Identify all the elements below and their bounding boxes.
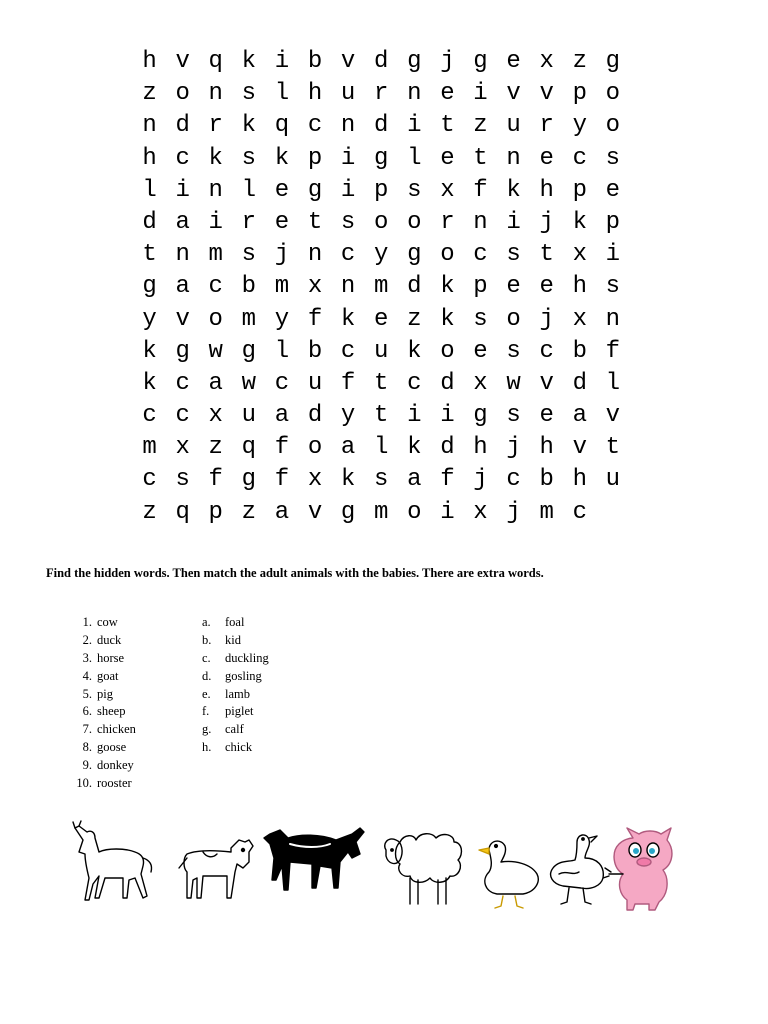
grid-letter: x — [539, 48, 554, 75]
grid-letter: i — [340, 176, 356, 204]
grid-letter: o — [605, 80, 621, 108]
adult-animal-item — [72, 668, 119, 686]
grid-letter: h — [572, 273, 587, 301]
grid-letter: p — [473, 273, 488, 301]
grid-letter: o — [440, 241, 455, 269]
grid-letter: s — [407, 176, 422, 204]
grid-letter: z — [208, 434, 223, 462]
grid-letter: h — [572, 466, 587, 494]
item-number: 7. — [82, 722, 92, 737]
grid-letter: x — [572, 305, 587, 333]
grid-letter: d — [175, 112, 190, 140]
baby-animal-item — [202, 721, 244, 739]
grid-letter: s — [241, 144, 257, 172]
grid-letter: m — [374, 498, 389, 526]
grid-letter: o — [407, 208, 422, 236]
grid-letter: d — [374, 112, 389, 140]
grid-letter: b — [307, 48, 323, 75]
item-number: 3. — [82, 650, 92, 665]
grid-letter: g — [175, 337, 190, 365]
grid-letter: w — [241, 369, 257, 397]
duckling-image — [479, 841, 538, 908]
item-letter: g. — [202, 722, 212, 737]
item-number: 4. — [82, 668, 92, 683]
adult-animal-word: cow — [97, 615, 118, 629]
grid-letter: n — [605, 305, 621, 333]
item-number: 1. — [82, 615, 92, 629]
grid-letter: c — [274, 369, 290, 397]
grid-letter: t — [605, 434, 621, 462]
grid-letter: l — [241, 176, 257, 204]
grid-letter: l — [407, 144, 422, 172]
grid-letter: f — [340, 369, 356, 397]
grid-letter: i — [473, 80, 488, 108]
grid-letter: e — [274, 176, 290, 204]
adult-animal-word: duck — [97, 632, 122, 647]
grid-letter: z — [473, 112, 488, 140]
grid-letter: c — [340, 241, 356, 269]
grid-letter: d — [307, 402, 323, 430]
grid-letter: g — [473, 402, 488, 430]
grid-letter: c — [340, 337, 356, 365]
grid-letter: j — [440, 48, 455, 75]
grid-letter: y — [274, 305, 290, 333]
grid-letter: e — [374, 305, 389, 333]
grid-letter: z — [241, 498, 257, 526]
grid-letter: q — [241, 434, 257, 462]
grid-letter: v — [539, 369, 554, 397]
grid-letter: i — [340, 144, 356, 172]
item-letter: e. — [202, 686, 211, 701]
grid-letter: t — [374, 369, 389, 397]
grid-letter: h — [539, 176, 554, 204]
item-number: 9. — [82, 758, 92, 773]
grid-letter: n — [473, 208, 488, 236]
grid-letter: i — [605, 241, 621, 269]
grid-letter: n — [340, 273, 356, 301]
grid-letter: s — [340, 208, 356, 236]
grid-letter: k — [274, 144, 290, 172]
grid-letter: k — [506, 176, 521, 204]
grid-letter: m — [274, 273, 290, 301]
adult-animal-item — [72, 775, 132, 793]
grid-letter: t — [473, 144, 488, 172]
grid-letter: o — [374, 208, 389, 236]
grid-letter: i — [175, 176, 190, 204]
grid-letter: w — [506, 369, 521, 397]
item-letter: h. — [202, 740, 212, 755]
grid-letter: x — [208, 402, 223, 430]
grid-letter: c — [175, 402, 190, 430]
grid-letter: y — [142, 305, 157, 333]
grid-letter: v — [340, 48, 356, 75]
grid-letter: r — [208, 112, 223, 140]
grid-letter: y — [340, 402, 356, 430]
grid-letter: p — [374, 176, 389, 204]
grid-letter: g — [307, 176, 323, 204]
grid-letter: d — [374, 48, 389, 75]
grid-letter: o — [208, 305, 223, 333]
grid-letter: o — [175, 80, 190, 108]
item-letter: d. — [202, 668, 212, 683]
item-letter: c. — [202, 650, 211, 665]
grid-letter: z — [142, 80, 157, 108]
gosling-image — [551, 835, 604, 904]
grid-letter: r — [374, 80, 389, 108]
grid-letter: g — [241, 337, 257, 365]
grid-letter: v — [175, 305, 190, 333]
baby-animal-word: chick — [225, 740, 253, 755]
baby-animal-item — [202, 686, 250, 704]
grid-letter: x — [307, 466, 323, 494]
grid-letter: j — [473, 466, 488, 494]
grid-letter: b — [539, 466, 554, 494]
adult-animals-list — [72, 614, 136, 793]
grid-letter: a — [175, 273, 190, 301]
grid-letter: x — [440, 176, 455, 204]
adult-animal-item — [72, 650, 125, 668]
grid-letter: s — [175, 466, 190, 494]
grid-letter: u — [307, 369, 323, 397]
grid-letter: o — [407, 498, 422, 526]
baby-animal-word: lamb — [225, 686, 250, 701]
grid-letter: t — [307, 208, 323, 236]
grid-letter: k — [340, 305, 356, 333]
grid-letter: l — [142, 176, 157, 204]
grid-letter: s — [473, 305, 488, 333]
adult-animal-word: sheep — [97, 704, 126, 719]
adult-animal-word: rooster — [97, 776, 132, 791]
baby-animal-word: duckling — [225, 650, 269, 665]
grid-letter: n — [208, 176, 223, 204]
grid-letter: a — [340, 434, 356, 462]
grid-letter: o — [440, 337, 455, 365]
grid-letter: a — [274, 402, 290, 430]
grid-letter: k — [208, 144, 223, 172]
grid-letter: f — [605, 337, 621, 365]
adult-animal-item — [72, 739, 127, 757]
grid-letter: b — [572, 337, 587, 365]
grid-letter: k — [407, 337, 422, 365]
grid-letter: g — [605, 48, 621, 75]
adult-animal-item — [72, 614, 118, 632]
adult-animal-item — [72, 686, 113, 704]
grid-letter: a — [274, 498, 290, 526]
grid-letter: p — [572, 80, 587, 108]
grid-letter: l — [374, 434, 389, 462]
adult-animal-word: goat — [97, 668, 119, 683]
grid-letter: t — [374, 402, 389, 430]
grid-letter: k — [241, 112, 257, 140]
grid-letter: c — [175, 144, 190, 172]
item-letter: f. — [202, 704, 210, 719]
grid-letter: g — [374, 144, 389, 172]
baby-animal-word: calf — [225, 722, 244, 737]
grid-letter: k — [241, 48, 257, 75]
grid-letter: k — [340, 466, 356, 494]
grid-letter: q — [208, 48, 223, 75]
grid-letter: p — [605, 208, 621, 236]
grid-letter: c — [142, 402, 157, 430]
grid-letter: j — [506, 498, 521, 526]
item-number: 6. — [82, 704, 92, 719]
baby-animal-item — [202, 703, 254, 721]
grid-letter: z — [572, 48, 587, 75]
item-number: 2. — [82, 632, 92, 647]
baby-animal-item — [202, 668, 262, 686]
grid-letter: n — [506, 144, 521, 172]
grid-letter: i — [407, 402, 422, 430]
grid-letter: q — [274, 112, 290, 140]
grid-letter: c — [307, 112, 323, 140]
grid-letter: i — [506, 208, 521, 236]
grid-letter: f — [208, 466, 223, 494]
grid-letter: h — [473, 434, 488, 462]
grid-letter: s — [506, 402, 521, 430]
grid-letter: e — [440, 80, 455, 108]
grid-letter: k — [440, 305, 455, 333]
grid-letter: u — [340, 80, 356, 108]
grid-letter: r — [241, 208, 257, 236]
grid-letter: v — [539, 80, 554, 108]
grid-letter: e — [539, 273, 554, 301]
grid-letter: b — [307, 337, 323, 365]
grid-letter: n — [175, 241, 190, 269]
grid-letter: a — [175, 208, 190, 236]
baby-animals-list — [202, 614, 269, 757]
grid-letter: k — [407, 434, 422, 462]
grid-letter: s — [605, 273, 621, 301]
item-number: 8. — [82, 740, 92, 755]
grid-letter: c — [473, 241, 488, 269]
grid-letter: f — [274, 466, 290, 494]
grid-letter: g — [340, 498, 356, 526]
grid-letter: p — [307, 144, 323, 172]
piglet-image — [603, 828, 672, 910]
grid-letter: e — [473, 337, 488, 365]
adult-animal-word: chicken — [97, 722, 136, 737]
baby-animal-item — [202, 739, 253, 757]
grid-letter: v — [175, 48, 190, 75]
grid-letter: c — [407, 369, 422, 397]
grid-letter: x — [307, 273, 323, 301]
baby-animal-item — [202, 632, 241, 650]
grid-letter: g — [241, 466, 257, 494]
baby-animal-item — [202, 614, 245, 632]
grid-letter: r — [539, 112, 554, 140]
grid-letter: d — [440, 434, 455, 462]
grid-letter: s — [506, 337, 521, 365]
grid-letter: r — [440, 208, 455, 236]
grid-letter: i — [440, 402, 455, 430]
grid-letter: n — [208, 80, 223, 108]
grid-letter: z — [407, 305, 422, 333]
item-letter: a. — [202, 615, 211, 629]
item-number: 5. — [82, 686, 92, 701]
grid-letter: c — [142, 466, 157, 494]
grid-letter: d — [407, 273, 422, 301]
adult-animal-word: horse — [97, 650, 125, 665]
grid-letter: m — [241, 305, 257, 333]
grid-letter: e — [539, 402, 554, 430]
grid-letter: s — [506, 241, 521, 269]
grid-letter: o — [605, 112, 621, 140]
adult-animal-word: pig — [97, 686, 113, 701]
grid-letter: u — [241, 402, 257, 430]
grid-letter: d — [572, 369, 587, 397]
grid-letter: k — [440, 273, 455, 301]
grid-letter: s — [374, 466, 389, 494]
grid-letter: f — [440, 466, 455, 494]
grid-letter: c — [572, 144, 587, 172]
grid-letter: v — [572, 434, 587, 462]
grid-letter: h — [142, 144, 157, 172]
adult-animal-item — [72, 703, 126, 721]
grid-letter: s — [241, 80, 257, 108]
grid-letter: j — [506, 434, 521, 462]
grid-letter: t — [440, 112, 455, 140]
grid-letter: d — [440, 369, 455, 397]
grid-letter: c — [572, 498, 587, 526]
grid-letter: g — [407, 48, 422, 75]
grid-letter: c — [539, 337, 554, 365]
grid-letter: c — [208, 273, 223, 301]
grid-letter: j — [274, 241, 290, 269]
grid-letter: i — [407, 112, 422, 140]
grid-letter: f — [473, 176, 488, 204]
grid-letter: l — [274, 80, 290, 108]
grid-letter: h — [142, 48, 157, 75]
grid-letter: g — [407, 241, 422, 269]
grid-letter: n — [307, 241, 323, 269]
grid-letter: j — [539, 208, 554, 236]
grid-letter: a — [208, 369, 223, 397]
grid-letter: k — [142, 337, 157, 365]
calf-image — [179, 840, 253, 898]
baby-animal-word: piglet — [225, 704, 254, 719]
grid-letter: u — [374, 337, 389, 365]
instructions: Find the hidden words. Then match the adult animals with the babies. There are extra words. — [46, 566, 544, 580]
grid-letter: i — [208, 208, 223, 236]
lamb-image — [385, 834, 462, 904]
grid-letter: p — [208, 498, 223, 526]
grid-letter: a — [407, 466, 422, 494]
grid-letter: m — [374, 273, 389, 301]
grid-letter: u — [506, 112, 521, 140]
grid-letter: b — [241, 273, 257, 301]
grid-letter: m — [142, 434, 157, 462]
grid-letter: p — [572, 176, 587, 204]
grid-letter: s — [241, 241, 257, 269]
adult-animal-item — [72, 757, 134, 775]
grid-letter: v — [605, 402, 621, 430]
grid-letter: j — [539, 305, 554, 333]
grid-letter: y — [374, 241, 389, 269]
animal-illustrations — [55, 818, 685, 913]
grid-letter: k — [572, 208, 587, 236]
grid-letter: f — [307, 305, 323, 333]
grid-letter: n — [340, 112, 356, 140]
grid-letter: v — [506, 80, 521, 108]
adult-animal-word: donkey — [97, 758, 134, 773]
grid-letter: e — [605, 176, 621, 204]
grid-letter: q — [175, 498, 190, 526]
grid-letter: m — [539, 498, 554, 526]
grid-letter: f — [274, 434, 290, 462]
grid-letter: o — [506, 305, 521, 333]
word-search-grid — [133, 46, 633, 529]
grid-letter: e — [274, 208, 290, 236]
grid-letter: t — [539, 241, 554, 269]
grid-letter: g — [473, 48, 488, 75]
grid-letter: z — [142, 498, 157, 526]
grid-letter: k — [142, 369, 157, 397]
baby-animal-item — [202, 650, 269, 668]
adult-animal-word: goose — [97, 740, 127, 755]
grid-letter: e — [539, 144, 554, 172]
grid-letter: t — [142, 241, 157, 269]
grid-letter: h — [307, 80, 323, 108]
grid-letter: e — [506, 273, 521, 301]
foal-image — [73, 821, 152, 900]
grid-letter: i — [440, 498, 455, 526]
grid-letter: u — [605, 466, 621, 494]
grid-letter: x — [572, 241, 587, 269]
baby-animal-word: gosling — [225, 668, 262, 683]
grid-letter: w — [208, 337, 223, 365]
grid-letter: x — [473, 369, 488, 397]
grid-letter: m — [208, 241, 223, 269]
grid-letter: l — [274, 337, 290, 365]
grid-letter: e — [506, 48, 521, 75]
grid-letter: g — [142, 273, 157, 301]
grid-letter: x — [175, 434, 190, 462]
grid-letter: o — [307, 434, 323, 462]
grid-letter: a — [572, 402, 587, 430]
item-letter: b. — [202, 632, 212, 647]
goat-image — [264, 828, 364, 890]
grid-letter: h — [539, 434, 554, 462]
grid-letter: n — [407, 80, 422, 108]
grid-letter: i — [274, 48, 290, 75]
grid-letter: e — [440, 144, 455, 172]
item-number: 10. — [76, 776, 92, 791]
adult-animal-item — [72, 632, 122, 650]
grid-letter: n — [142, 112, 157, 140]
grid-letter: s — [605, 144, 621, 172]
baby-animal-word: foal — [225, 615, 245, 629]
grid-letter: c — [506, 466, 521, 494]
grid-letter: v — [307, 498, 323, 526]
grid-letter: d — [142, 208, 157, 236]
grid-letter: l — [605, 369, 621, 397]
adult-animal-item — [72, 721, 136, 739]
baby-animal-word: kid — [225, 632, 241, 647]
grid-letter: c — [175, 369, 190, 397]
grid-letter: x — [473, 498, 488, 526]
grid-letter: y — [572, 112, 587, 140]
